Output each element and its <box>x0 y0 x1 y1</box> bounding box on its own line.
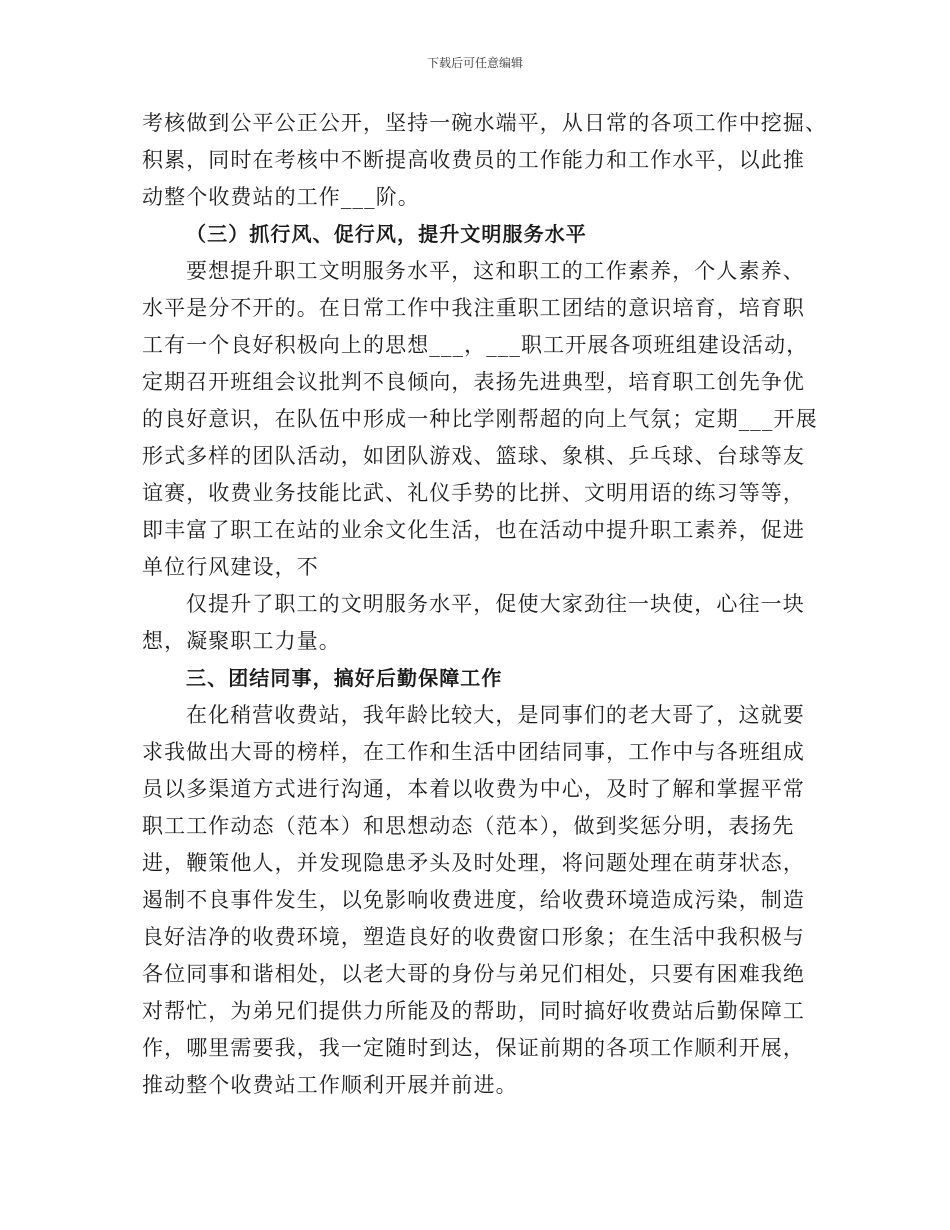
paragraph-line: 动整个收费站的工作___阶。 <box>142 185 420 209</box>
paragraph-line: 遏制不良事件发生，以免影响收费进度，给收费环境造成污染，制造 <box>142 888 805 912</box>
paragraph-line: 考核做到公平公正公开，坚持一碗水端平，从日常的各项工作中挖掘、 <box>142 111 828 135</box>
paragraph-line: 良好洁净的收费环境，塑造良好的收费窗口形象；在生活中我积极与 <box>142 925 805 949</box>
paragraph-line: 推动整个收费站工作顺利开展并前进。 <box>142 1073 518 1097</box>
section-heading: （三）抓行风、促行风，提升文明服务水平 <box>186 222 587 246</box>
paragraph-line: 在化稍营收费站，我年龄比较大，是同事们的老大哥了，这就要 <box>186 703 805 727</box>
paragraph-line: 职工工作动态（范本）和思想动态（范本），做到奖惩分明，表扬先 <box>142 814 795 838</box>
paragraph-line: 进，鞭策他人，并发现隐患矛头及时处理，将问题处理在萌芽状态， <box>142 851 805 875</box>
paragraph-line: 求我做出大哥的榜样，在工作和生活中团结同事，工作中与各班组成 <box>142 740 805 764</box>
paragraph-line: 积累，同时在考核中不断提高收费员的工作能力和工作水平，以此推 <box>142 148 805 172</box>
paragraph-line: 员以多渠道方式进行沟通，本着以收费为中心，及时了解和掌握平常 <box>142 777 805 801</box>
document-body <box>142 105 828 1104</box>
paragraph-line: 即丰富了职工在站的业余文化生活，也在活动中提升职工素养，促进 <box>142 518 805 542</box>
paragraph-line: 各位同事和谐相处，以老大哥的身份与弟兄们相处，只要有困难我绝 <box>142 962 805 986</box>
paragraph-line: 作，哪里需要我，我一定随时到达，保证前期的各项工作顺利开展， <box>142 1036 805 1060</box>
paragraph-line: 要想提升职工文明服务水平，这和职工的工作素养，个人素养、 <box>186 259 805 283</box>
paragraph-line: 单位行风建设，不 <box>142 555 319 579</box>
paragraph-line: 水平是分不开的。在日常工作中我注重职工团结的意识培育，培育职 <box>142 296 805 320</box>
paragraph-line: 仅提升了职工的文明服务水平，促使大家劲往一块使，心往一块 <box>186 592 805 616</box>
section-heading: 三、团结同事，搞好后勤保障工作 <box>186 666 503 690</box>
paragraph-line: 谊赛，收费业务技能比武、礼仪手势的比拼、文明用语的练习等等， <box>142 481 805 505</box>
paragraph-line: 形式多样的团队活动，如团队游戏、篮球、象棋、乒乓球、台球等友 <box>142 444 805 468</box>
paragraph-line: 的良好意识，在队伍中形成一种比学刚帮超的向上气氛；定期___开展 <box>142 407 818 431</box>
page-header: 下载后可任意编辑 <box>426 56 523 70</box>
paragraph-line: 定期召开班组会议批判不良倾向，表扬先进典型，培育职工创先争优 <box>142 370 805 394</box>
paragraph-line: 对帮忙，为弟兄们提供力所能及的帮助，同时搞好收费站后勤保障工 <box>142 999 805 1023</box>
paragraph-line: 工有一个良好积极向上的思想___，___职工开展各项班组建设活动， <box>142 333 809 357</box>
paragraph-line: 想，凝聚职工力量。 <box>142 629 341 653</box>
